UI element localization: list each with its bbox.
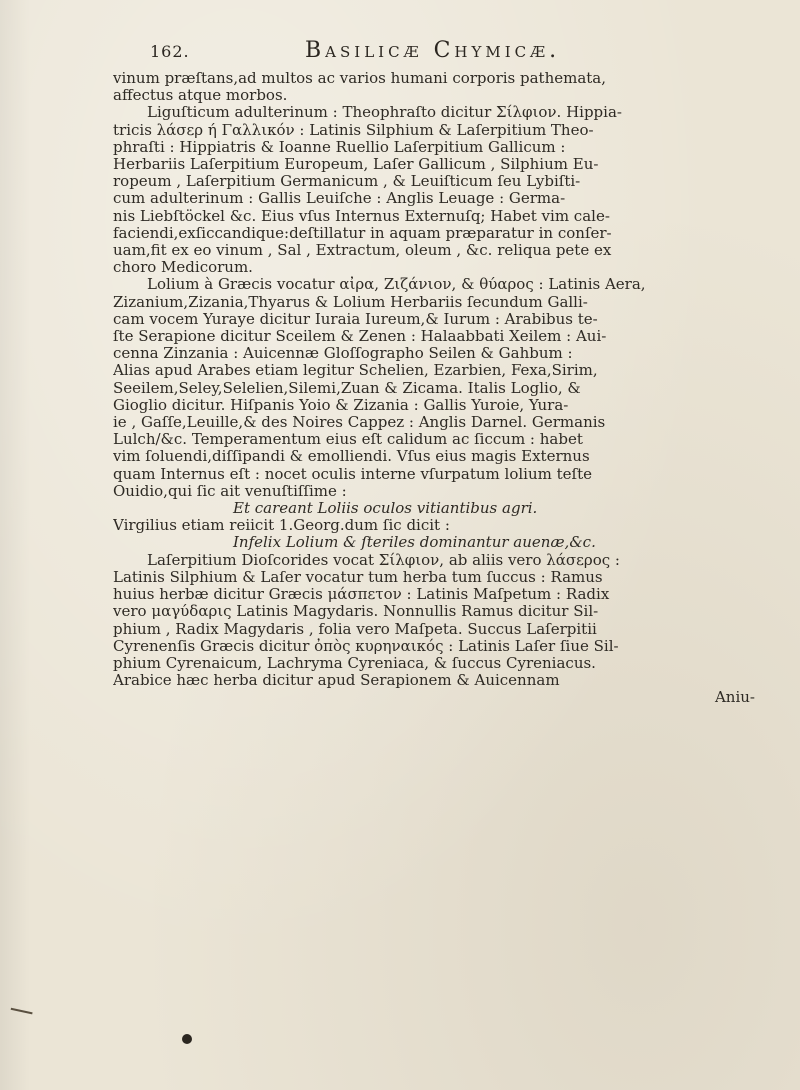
text-line: phraſti : Hippiatris & Ioanne Ruellio Laſerpitium Gallicum :	[113, 138, 566, 156]
text-line: Cyrenenſis Græcis dicitur ὀπὸς κυρηναικός : Latinis Laſer ſiue Sil-	[113, 637, 619, 655]
paragraph-lolium	[113, 276, 765, 500]
paragraph-virgilius	[113, 517, 765, 534]
text-line: Arabice hæc herba dicitur apud Serapionem & Auicennam	[113, 672, 560, 690]
text-line: ſte Serapione dicitur Sceilem & Zenen : Halaabbati Xeilem : Aui-	[113, 328, 607, 346]
paragraph-continuation	[113, 70, 765, 104]
text-line: uam,fit ex eo vinum , Sal , Extractum, oleum , &c. reliqua pete ex	[113, 242, 612, 260]
text-line: Lulch/&c. Temperamentum eius eſt calidum ac ſiccum : habet	[113, 431, 583, 449]
verse-quote-virgil: Infelix Lolium & ſteriles dominantur auenæ,&c.	[233, 533, 596, 552]
text-line: huius herbæ dicitur Græcis μάσπετον : Latinis Maſpetum : Radix	[113, 586, 610, 604]
text-line: Laſerpitium Dioſcorides vocat Σίλφιον, ab aliis vero λάσερος :	[147, 551, 620, 569]
text-line: vero μαγύδαρις Latinis Magydaris. Nonnullis Ramus dicitur Sil-	[113, 603, 599, 621]
text-line: quam Internus eſt : nocet oculis interne vſurpatum lolium teſte	[113, 465, 592, 483]
paragraph-laserpitium	[113, 552, 765, 690]
text-line: ropeum , Laſerpitium Germanicum , & Leuiſticum ſeu Lybiſti-	[113, 173, 581, 191]
text-line: faciendi,exſiccandique:deſtillatur in aquam præparatur in conſer-	[113, 224, 612, 242]
text-line: vinum præſtans,ad multos ac varios humani corporis pathemata,	[113, 70, 607, 87]
text-line: phium Cyrenaicum, Lachryma Cyreniaca, & ſuccus Cyreniacus.	[113, 654, 596, 672]
text-line: cenna Zinzania : Auicennæ Gloſſographo Seilen & Gahbum :	[113, 345, 573, 363]
text-block	[113, 70, 765, 1070]
text-line: phium , Radix Magydaris , folia vero Maſpeta. Succus Laſerpitii	[113, 620, 597, 638]
text-line: Lolium à Græcis vocatur αἶρα, Ζιζάνιον, & θύαρος : Latinis Aera,	[147, 276, 646, 294]
text-line: affectus atque morbos.	[113, 87, 288, 105]
text-line: Alias apud Arabes etiam legitur Schelien, Ezarbien, Fexa,Sirim,	[113, 362, 598, 380]
text-line: tricis λάσερ ή Γαλλικόν : Latinis Silphium & Laſerpitium Theo-	[113, 121, 594, 139]
running-head: Basilicæ Chymicæ.	[305, 38, 561, 63]
text-line: vim ſoluendi,diſſipandi & emolliendi. Vſus eius magis Externus	[113, 448, 590, 466]
text-line: Liguſticum adulterinum : Theophraſto dicitur Σίλφιον. Hippia-	[147, 104, 622, 122]
text-line: ie , Gaſſe,Leuille,& des Noires Cappez : Anglis Darnel. Germanis	[113, 414, 606, 432]
catchword: Aniu-	[714, 688, 755, 707]
text-line: Zizanium,Zizania,Thyarus & Lolium Herbariis ſecundum Galli-	[113, 293, 588, 311]
text-line: Seeilem,Seley,Selelien,Silemi,Zuan & Zicama. Italis Loglio, &	[113, 379, 581, 397]
text-line: choro Medicorum.	[113, 259, 253, 277]
text-line: Latinis Silphium & Laſer vocatur tum herba tum ſuccus : Ramus	[113, 568, 603, 586]
text-line: Virgilius etiam reiicit 1.Georg.dum ſic dicit :	[113, 517, 450, 535]
text-line: Herbariis Laſerpitium Europeum, Laſer Gallicum , Silphium Eu-	[113, 156, 599, 174]
text-line: nis Liebſtöckel &c. Eius vſus Internus Externuſq; Habet vim cale-	[113, 207, 610, 225]
text-line: cam vocem Yuraye dicitur Iuraia Iureum,& Iurum : Arabibus te-	[113, 310, 598, 328]
page-header	[150, 38, 770, 68]
page-number: 162.	[150, 42, 190, 61]
ink-blot	[182, 1034, 192, 1044]
paragraph-ligusticum	[113, 104, 765, 276]
text-line: Ouidio,qui ſic ait venuſtiſſime :	[113, 482, 347, 500]
text-line: cum adulterinum : Gallis Leuiſche : Anglis Leuage : Germa-	[113, 190, 566, 208]
verse-quote-ovid: Et careant Loliis oculos vitiantibus agri.	[233, 499, 538, 518]
text-line: Gioglio dicitur. Hiſpanis Yoio & Zizania : Gallis Yuroie, Yura-	[113, 396, 569, 414]
